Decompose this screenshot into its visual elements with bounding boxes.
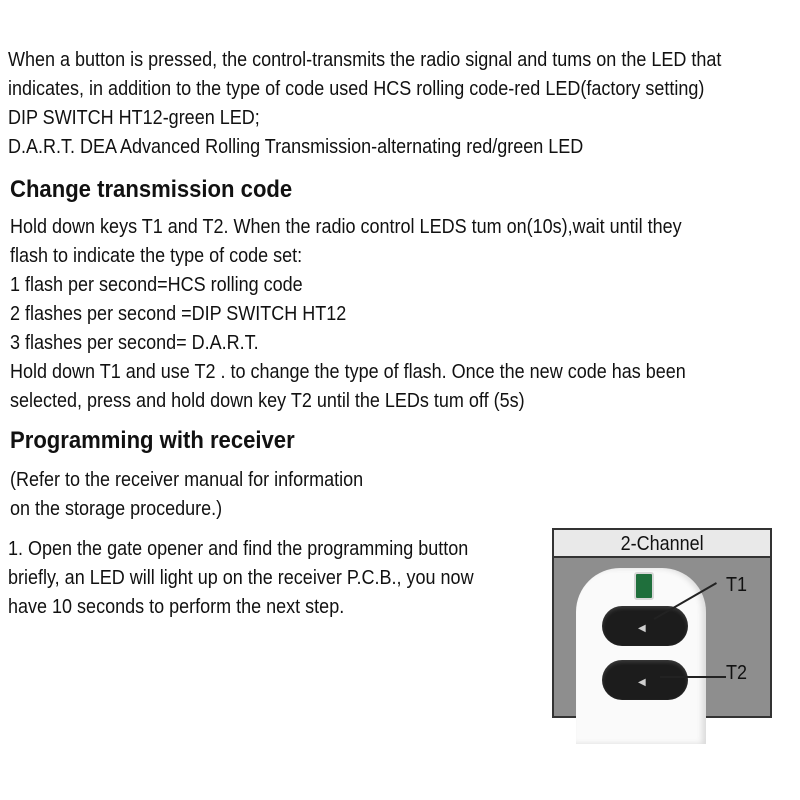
arrow-icon: ◀ [638, 677, 646, 688]
instruction-line: 1 flash per second=HCS rolling code [10, 274, 303, 296]
intro-line: DIP SWITCH HT12-green LED; [8, 107, 260, 129]
change-code-paragraph [10, 213, 686, 416]
instruction-line: 3 flashes per second= D.A.R.T. [10, 332, 259, 354]
key-t2 [602, 660, 688, 700]
section-heading-change-code: Change transmission code [10, 176, 293, 203]
remote-body [576, 568, 706, 744]
instruction-line: Hold down keys T1 and T2. When the radio control LEDS tum on(10s),wait until they [10, 216, 682, 238]
remote-control-figure [552, 528, 772, 718]
step-line: briefly, an LED will light up on the receiver P.C.B., you now [8, 567, 474, 589]
intro-line: indicates, in addition to the type of code used HCS rolling code-red LED(factory setting) [8, 78, 705, 100]
leader-line-t2 [660, 676, 726, 678]
note-line: on the storage procedure.) [10, 498, 223, 520]
intro-paragraph [8, 46, 721, 162]
instruction-line: selected, press and hold down key T2 until the LEDs tum off (5s) [10, 390, 525, 412]
section-heading-programming: Programming with receiver [10, 427, 295, 454]
arrow-icon: ◀ [638, 623, 646, 634]
step-line: 1. Open the gate opener and find the programming button [8, 538, 469, 560]
step-line: have 10 seconds to perform the next step. [8, 596, 345, 618]
key-t1 [602, 606, 688, 646]
label-t1: T1 [726, 574, 748, 596]
led-indicator [634, 572, 654, 600]
figure-title: 2-Channel [620, 533, 704, 555]
instruction-line: flash to indicate the type of code set: [10, 245, 303, 267]
receiver-note [10, 466, 363, 524]
instruction-line: 2 flashes per second =DIP SWITCH HT12 [10, 303, 347, 325]
intro-line: When a button is pressed, the control-transmits the radio signal and tums on the LED that [8, 49, 722, 71]
instruction-line: Hold down T1 and use T2 . to change the type of flash. Once the new code has been [10, 361, 686, 383]
figure-header [554, 530, 770, 558]
intro-line: D.A.R.T. DEA Advanced Rolling Transmission-alternating red/green LED [8, 136, 584, 158]
label-t2: T2 [726, 662, 748, 684]
note-line: (Refer to the receiver manual for information [10, 469, 364, 491]
step-1-paragraph [8, 535, 474, 622]
